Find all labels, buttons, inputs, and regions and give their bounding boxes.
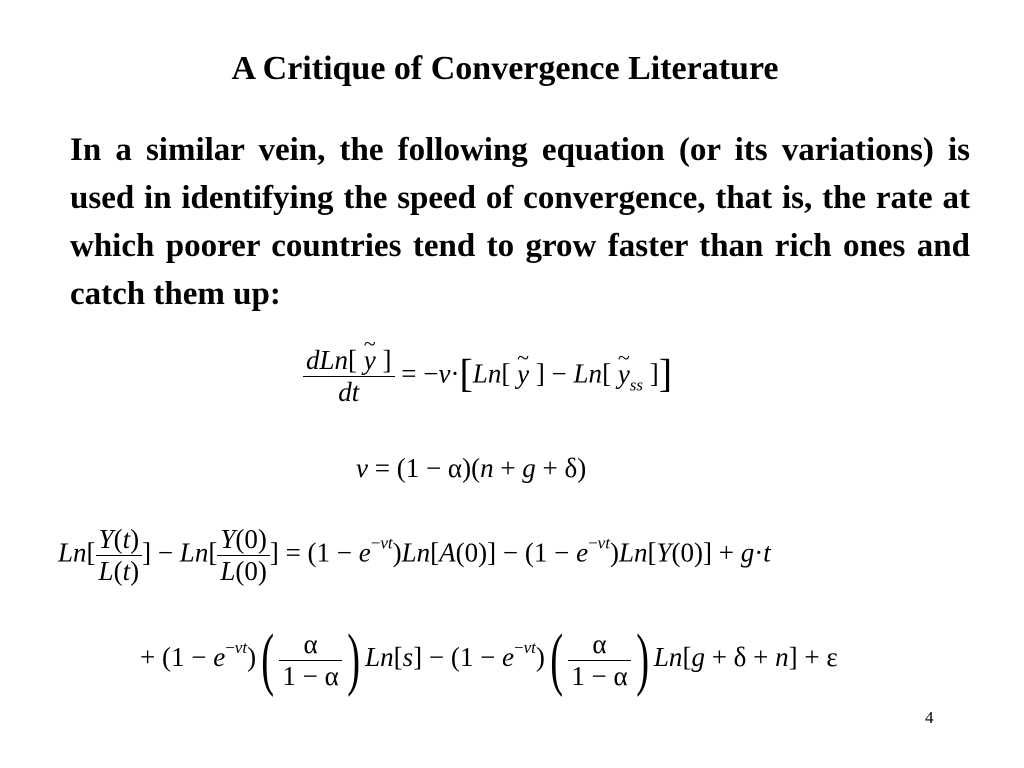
equation-v-definition: v = (1 − α)(n + g + δ)	[356, 453, 587, 483]
equation-growth-regression-line-2: + $(1 - e^{-vt})$( $\frac{\alpha}{1 - \alpha}$ ) $Ln[s] - (1 - e^{-vt})$( $\frac{\alpha}{1 - \alpha}$ ) Ln[g + δ + n] + ε	[140, 621, 838, 698]
body-paragraph: In a similar vein, the following equation (or its variations) is used in identifying the speed of convergence, that is, the rate at which poorer countries tend to grow faster than rich ones and catch them up:	[70, 132, 970, 312]
page-number: 4	[925, 708, 934, 727]
equation-speed-of-convergence: $\frac{\text{dLn[ \textasciitilde{} y ]}}{dt}$ = −v·[Ln[ ~ y ] − Ln[ ~ $y_{ss}$ ]]	[303, 345, 672, 408]
slide-title: A Critique of Convergence Literature	[231, 50, 779, 87]
equation-growth-regression-line-1: Ln[ $\frac{Y(t)}{L(t)}$ ] − Ln[ $\frac{Y(0)}{L(0)}$ ] = $(1 - e^{-vt})Ln[A(0)] - (1 - e^{-vt})Ln[Y(0)] + g\cdot t$	[58, 524, 771, 586]
